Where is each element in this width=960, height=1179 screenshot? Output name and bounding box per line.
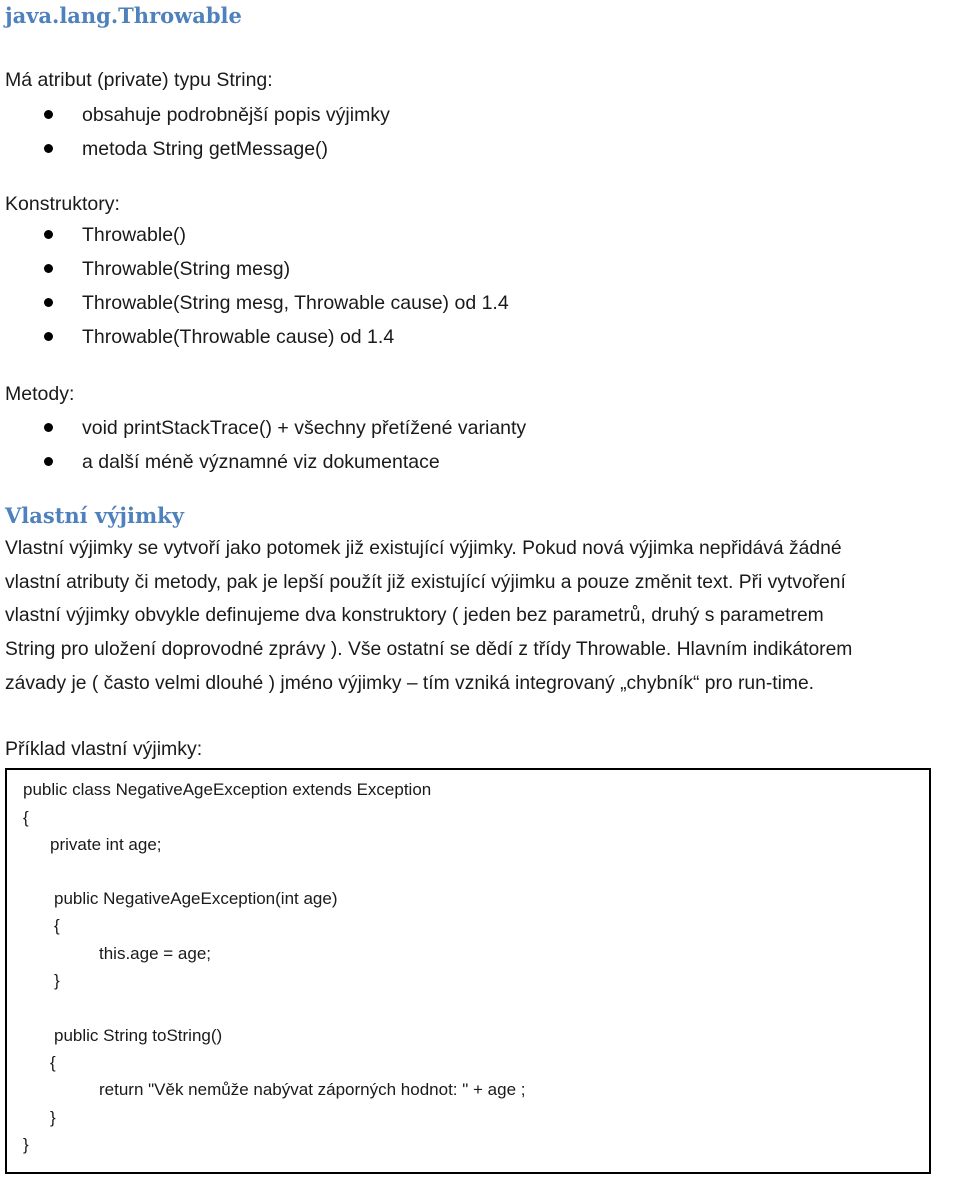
list-item-text: obsahuje podrobnější popis výjimky bbox=[82, 104, 390, 126]
bullet-icon bbox=[44, 144, 53, 153]
bullet-icon bbox=[44, 264, 53, 273]
code-line: } bbox=[23, 1135, 29, 1154]
list-item bbox=[0, 218, 509, 252]
attribute-list bbox=[0, 98, 390, 166]
list-item bbox=[0, 320, 509, 354]
code-line: } bbox=[54, 971, 60, 990]
list-item-text: Throwable() bbox=[82, 224, 187, 246]
code-line: public NegativeAgeException(int age) bbox=[54, 889, 338, 908]
bullet-icon bbox=[44, 230, 53, 239]
code-line: this.age = age; bbox=[99, 944, 212, 963]
constructors-heading: Konstruktory: bbox=[5, 193, 120, 215]
list-item bbox=[0, 132, 390, 166]
code-block bbox=[5, 768, 931, 1174]
bullet-icon bbox=[44, 457, 53, 466]
paragraph-line: Vlastní výjimky se vytvoří jako potomek již existující výjimky. Pokud nová výjimka nepřidává žádné bbox=[5, 538, 842, 559]
code-line: public String toString() bbox=[54, 1026, 223, 1045]
paragraph-line: vlastní výjimky obvykle definujeme dva konstruktory ( jeden bez parametrů, druhý s parametrem bbox=[5, 605, 824, 627]
bullet-icon bbox=[44, 332, 53, 341]
paragraph-line: závady je ( často velmi dlouhé ) jméno výjimky – tím vzniká integrovaný „chybník“ pro run-time. bbox=[5, 672, 815, 694]
list-item-text: a další méně významné viz dokumentace bbox=[82, 451, 440, 473]
list-item-text: Throwable(String mesg) bbox=[82, 258, 291, 280]
list-item-text: void printStackTrace() + všechny přetížené varianty bbox=[82, 417, 527, 439]
body-paragraph bbox=[5, 532, 960, 701]
page-title: java.lang.Throwable bbox=[5, 3, 242, 28]
list-item bbox=[0, 445, 526, 479]
list-item bbox=[0, 411, 526, 445]
paragraph-line: vlastní atributy či metody, pak je lepší použít již existující výjimku a pouze změnit text. Při vytvoření bbox=[5, 571, 846, 593]
attribute-intro: Má atribut (private) typu String: bbox=[5, 69, 273, 91]
bullet-icon bbox=[44, 298, 53, 307]
code-line: private int age; bbox=[50, 835, 162, 854]
list-item-text: metoda String getMessage() bbox=[82, 138, 329, 160]
list-item-text: Throwable(String mesg, Throwable cause) od 1.4 bbox=[82, 292, 509, 314]
methods-heading: Metody: bbox=[5, 383, 75, 405]
code-line: { bbox=[23, 808, 29, 827]
list-item-text: Throwable(Throwable cause) od 1.4 bbox=[82, 326, 395, 348]
code-line: { bbox=[54, 916, 60, 935]
list-item bbox=[0, 252, 509, 286]
list-item bbox=[0, 98, 390, 132]
example-label: Příklad vlastní výjimky: bbox=[5, 738, 203, 760]
paragraph-line: String pro uložení doprovodné zprávy ). Vše ostatní se dědí z třídy Throwable. Hlavním indikátorem bbox=[5, 639, 853, 661]
code-line: { bbox=[50, 1053, 56, 1072]
bullet-icon bbox=[44, 110, 53, 119]
list-item bbox=[0, 286, 509, 320]
methods-list bbox=[0, 411, 526, 479]
section-heading: Vlastní výjimky bbox=[5, 503, 184, 528]
constructors-list bbox=[0, 218, 509, 354]
bullet-icon bbox=[44, 423, 53, 432]
code-line: return "Věk nemůže nabývat záporných hodnot: " + age ; bbox=[99, 1080, 526, 1099]
code-line: } bbox=[50, 1108, 56, 1127]
code-line: public class NegativeAgeException extends Exception bbox=[23, 780, 432, 799]
